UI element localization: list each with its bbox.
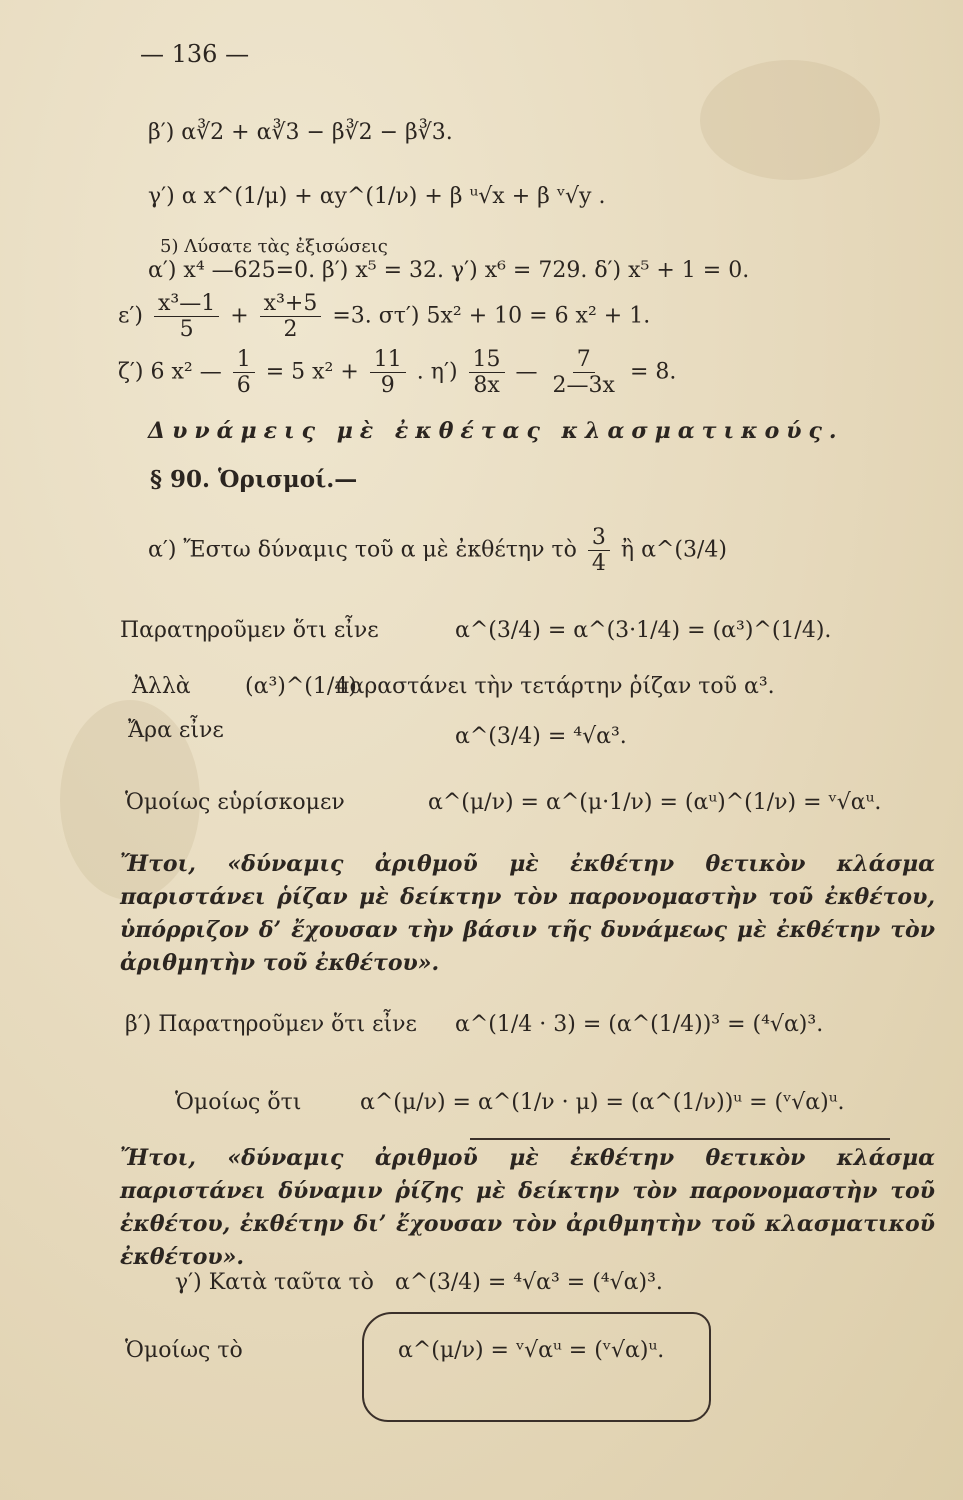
- def-a-but-text: παραστάνει τὴν τετάρτην ῥίζαν τοῦ α³.: [335, 674, 775, 699]
- exercise-g: γ′) α x^(1/μ) + αy^(1/ν) + β ᵘ√x + β ᵛ√y .: [148, 184, 606, 209]
- page-number: — 136 —: [140, 40, 250, 68]
- equations-row-2: ε′) $\frac{\text{x³—1}}{5}$ + $\frac{\text{x³+5}}{2}$ =3. στ′) 5x² + 10 = 6 x² + 1.: [118, 291, 651, 343]
- rule-1-paragraph: Ἤτοι, «δύναμις ἀριθμοῦ μὲ ἐκθέτην θετικὸν κλάσμα παριστάνει ῥίζαν μὲ δείκτην τὸν παρονομαστὴν τοῦ ἐκθέτου, ὑπόρριζον δ’ ἔχουσαν τὴν βάσιν τῆς δυνάμεως μὲ ἐκθέτην τὸν ἀριθμητὴν τοῦ ἐκθέτου».: [120, 851, 935, 976]
- section-heading: § 90. Ὁρισμοί.—: [150, 466, 358, 493]
- paper-stain: [700, 60, 880, 180]
- def-a-observation-expr: α^(3/4) = α^(3·1/4) = (α³)^(1/4).: [455, 618, 832, 643]
- handwritten-underline: [470, 1138, 890, 1140]
- def-a-similar-expr: α^(μ/ν) = α^(μ·1/ν) = (αᵘ)^(1/ν) = ᵛ√αᵘ.: [428, 790, 882, 815]
- def-b-observation-expr: α^(1/4 · 3) = (α^(1/4))³ = (⁴√α)³.: [455, 1012, 824, 1037]
- def-c-label: γ′) Κατὰ ταῦτα τὸ: [175, 1270, 374, 1295]
- task-5: 5) Λύσατε τὰς ἐξισώσεις: [160, 236, 388, 257]
- def-a-but-expr: (α³)^(1/4): [245, 674, 357, 699]
- def-a-but-label: Ἀλλὰ: [132, 674, 191, 699]
- def-b-similar-expr: α^(μ/ν) = α^(1/ν · μ) = (α^(1/ν))ᵘ = (ᵛ√α)ᵘ.: [360, 1090, 845, 1115]
- def-a-hence-expr: α^(3/4) = ⁴√α³.: [455, 724, 627, 749]
- def-c-similar-label: Ὁμοίως τὸ: [125, 1338, 243, 1363]
- equations-row-3: ζ′) 6 x² — $\frac{1}{6}$ = 5 x² + $\frac{11}{9}$ . η′) $\frac{15}{8x}$ — $\frac{7}{2—3x}$ = 8.: [118, 347, 677, 399]
- def-b-observation-label: β′) Παρατηροῦμεν ὅτι εἶνε: [125, 1012, 417, 1037]
- section-title: Δυνάμεις μὲ ἐκθέτας κλασματικούς.: [148, 418, 844, 444]
- def-c-expr: α^(3/4) = ⁴√α³ = (⁴√α)³.: [395, 1270, 663, 1295]
- def-a-similar-label: Ὁμοίως εὑρίσκομεν: [125, 790, 345, 815]
- equations-row-1: α′) x⁴ —625=0. β′) x⁵ = 32. γ′) x⁶ = 729. δ′) x⁵ + 1 = 0.: [148, 258, 750, 283]
- rule-2-paragraph: Ἤτοι, «δύναμις ἀριθμοῦ μὲ ἐκθέτην θετικὸν κλάσμα παριστάνει δύναμιν ῥίζης μὲ δείκτην τὸν παρονομαστὴν τοῦ ἐκθέτου, ἐκθέτην δι’ ἔχουσαν τὸν ἀριθμητὴν τοῦ κλασματικοῦ ἐκθέτου».: [120, 1145, 935, 1270]
- exercise-b: β′) α∛2 + α∛3 − β∛2 − β∛3.: [148, 120, 453, 145]
- handwritten-box: [362, 1312, 711, 1422]
- def-b-similar-label: Ὁμοίως ὅτι: [175, 1090, 302, 1115]
- def-a-hence-label: Ἄρα εἶνε: [128, 718, 224, 743]
- def-a-observation-label: Παρατηροῦμεν ὅτι εἶνε: [120, 618, 379, 643]
- def-c-similar-expr: α^(μ/ν) = ᵛ√αᵘ = (ᵛ√α)ᵘ.: [398, 1338, 665, 1363]
- def-a-intro: α′) Ἔστω δύναμις τοῦ α μὲ ἐκθέτην τὸ $\frac{3}{4}$ ἢ α^(3/4): [148, 525, 727, 577]
